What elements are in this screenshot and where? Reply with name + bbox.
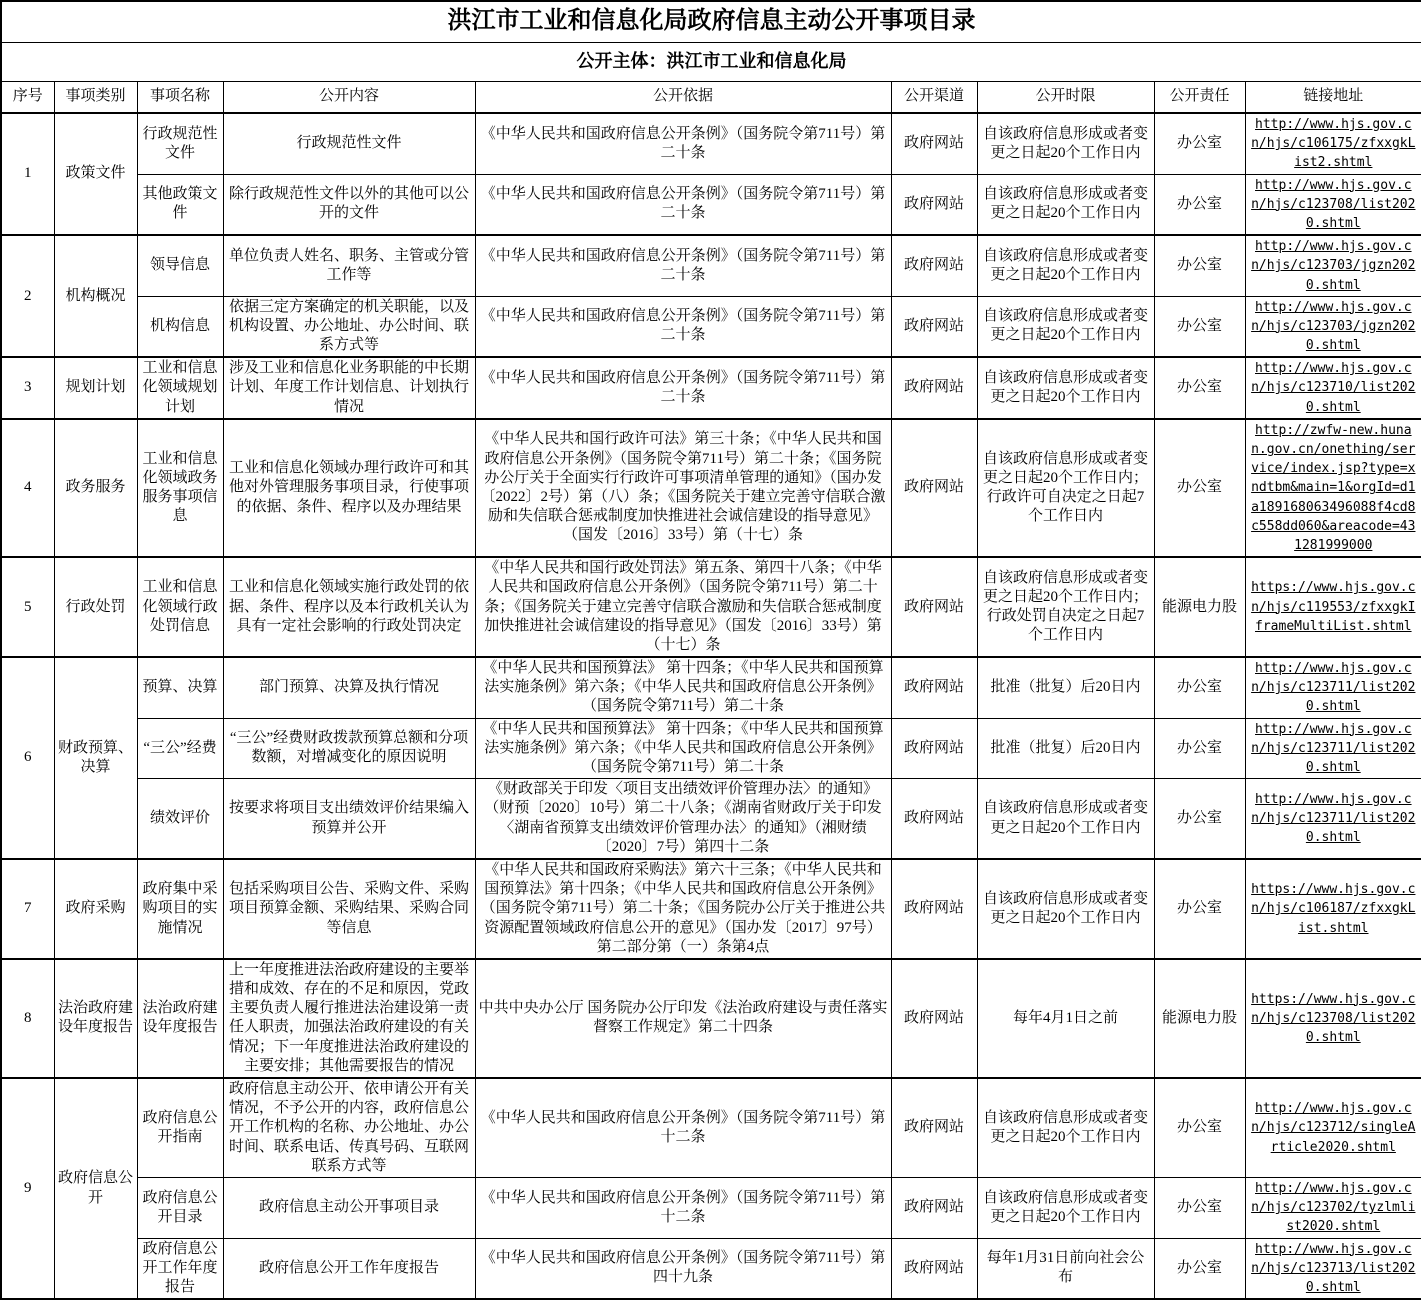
cell-content: 上一年度推进法治政府建设的主要举措和成效、存在的不足和原因，党政主要负责人履行推进法治建设第一责任人职责，加强法治政府建设的有关情况；下一年度推进法治政府建设的主要安排；其他需要报告的情况 — [223, 959, 475, 1078]
cell-basis: 《中华人民共和国政府信息公开条例》（国务院令第711号）第二十条 — [475, 113, 891, 174]
col-header-content: 公开内容 — [223, 81, 475, 113]
table-row — [1, 657, 1421, 718]
col-header-link: 链接地址 — [1245, 81, 1421, 113]
cell-responsibility: 办公室 — [1154, 235, 1245, 296]
cell-link — [1245, 174, 1421, 235]
table-row — [1, 1238, 1421, 1299]
cell-basis: 《中华人民共和国行政处罚法》第五条、第四十八条；《中华人民共和国政府信息公开条例》（国务院令第711号）第二十条；《国务院关于建立完善守信联合激励和失信联合惩戒制度加快推进社会诚信建设的指导意见》（国发〔2016〕33号）第（十七）条 — [475, 557, 891, 657]
cell-link — [1245, 718, 1421, 779]
table-row — [1, 959, 1421, 1078]
cell-responsibility: 办公室 — [1154, 657, 1245, 718]
table-row — [1, 113, 1421, 174]
cell-channel: 政府网站 — [891, 1078, 977, 1177]
cell-link — [1245, 1177, 1421, 1238]
link-url[interactable]: http://www.hjs.gov.cn/hjs/c123702/tyzlmlist2020.shtml — [1251, 1180, 1416, 1235]
link-url[interactable]: https://www.hjs.gov.cn/hjs/c119553/zfxxgkIframeMultiList.shtml — [1251, 580, 1416, 634]
table-row — [1, 174, 1421, 235]
cell-name: 机构信息 — [137, 296, 223, 357]
cell-channel: 政府网站 — [891, 557, 977, 657]
cell-content: 包括采购项目公告、采购文件、采购项目预算金额、采购结果、采购合同等信息 — [223, 859, 475, 959]
cell-basis: 中共中央办公厅 国务院办公厅印发《法治政府建设与责任落实督察工作规定》第二十四条 — [475, 959, 891, 1078]
cell-basis: 《中华人民共和国预算法》 第十四条；《中华人民共和国预算法实施条例》第六条；《中华人民共和国政府信息公开条例》（国务院令第711号）第二十条 — [475, 657, 891, 718]
cell-responsibility: 办公室 — [1154, 1078, 1245, 1177]
cell-content: 工业和信息化领域实施行政处罚的依据、条件、程序以及本行政机关认为具有一定社会影响的行政处罚决定 — [223, 557, 475, 657]
link-url[interactable]: http://www.hjs.gov.cn/hjs/c123708/list2020.shtml — [1251, 177, 1416, 231]
cell-channel: 政府网站 — [891, 357, 977, 419]
cell-name: 政府信息公开指南 — [137, 1078, 223, 1177]
cell-name: 工业和信息化领域行政处罚信息 — [137, 557, 223, 657]
page-title: 洪江市工业和信息化局政府信息主动公开事项目录 — [1, 1, 1421, 42]
cell-channel: 政府网站 — [891, 657, 977, 718]
cell-link — [1245, 859, 1421, 959]
cell-link — [1245, 296, 1421, 357]
cell-basis: 《中华人民共和国政府信息公开条例》（国务院令第711号）第四十九条 — [475, 1238, 891, 1299]
cell-time-limit: 每年4月1日之前 — [977, 959, 1154, 1078]
cell-time-limit: 自该政府信息形成或者变更之日起20个工作日内；行政处罚自决定之日起7个工作日内 — [977, 557, 1154, 657]
cell-basis: 《中华人民共和国政府信息公开条例》（国务院令第711号）第二十条 — [475, 174, 891, 235]
cell-link — [1245, 1238, 1421, 1299]
cell-no: 7 — [1, 859, 54, 959]
cell-content: 除行政规范性文件以外的其他可以公开的文件 — [223, 174, 475, 235]
link-url[interactable]: http://www.hjs.gov.cn/hjs/c123710/list2020.shtml — [1251, 361, 1416, 415]
cell-content: 单位负责人姓名、职务、主管或分管工作等 — [223, 235, 475, 296]
cell-channel: 政府网站 — [891, 419, 977, 557]
cell-link — [1245, 235, 1421, 296]
col-header-basis: 公开依据 — [475, 81, 891, 113]
cell-name: 绩效评价 — [137, 779, 223, 859]
cell-basis: 《中华人民共和国预算法》 第十四条；《中华人民共和国预算法实施条例》第六条；《中华人民共和国政府信息公开条例》（国务院令第711号）第二十条 — [475, 718, 891, 779]
cell-content: 政府信息主动公开事项目录 — [223, 1177, 475, 1238]
cell-channel: 政府网站 — [891, 174, 977, 235]
cell-channel: 政府网站 — [891, 859, 977, 959]
cell-name: 政府集中采购项目的实施情况 — [137, 859, 223, 959]
col-header-channel: 公开渠道 — [891, 81, 977, 113]
cell-name: 工业和信息化领域政务服务事项信息 — [137, 419, 223, 557]
cell-time-limit: 自该政府信息形成或者变更之日起20个工作日内 — [977, 1078, 1154, 1177]
link-url[interactable]: https://www.hjs.gov.cn/hjs/c106187/zfxxgkList.shtml — [1251, 882, 1416, 936]
cell-time-limit: 自该政府信息形成或者变更之日起20个工作日内 — [977, 357, 1154, 419]
cell-name: 预算、决算 — [137, 657, 223, 718]
table-row — [1, 296, 1421, 357]
subtitle-row — [1, 42, 1421, 81]
cell-time-limit: 批准（批复）后20日内 — [977, 657, 1154, 718]
table-row — [1, 779, 1421, 859]
cell-responsibility: 办公室 — [1154, 296, 1245, 357]
cell-content: 政府信息主动公开、依申请公开有关情况，不予公开的内容，政府信息公开工作机构的名称、办公地址、办公时间、联系电话、传真号码、互联网联系方式等 — [223, 1078, 475, 1177]
table-row — [1, 235, 1421, 296]
col-header-no: 序号 — [1, 81, 54, 113]
cell-channel: 政府网站 — [891, 235, 977, 296]
cell-time-limit: 自该政府信息形成或者变更之日起20个工作日内 — [977, 296, 1154, 357]
col-header-name: 事项名称 — [137, 81, 223, 113]
link-url[interactable]: http://zwfw-new.hunan.gov.cn/onething/service/index.jsp?type=xndtbm&main=1&orgId=d1a189168063496088f4cd8c558dd060&areacode=431281999000 — [1251, 422, 1416, 553]
cell-category: 政策文件 — [54, 113, 137, 235]
cell-responsibility: 办公室 — [1154, 1177, 1245, 1238]
cell-link — [1245, 357, 1421, 419]
cell-channel: 政府网站 — [891, 959, 977, 1078]
cell-responsibility: 办公室 — [1154, 718, 1245, 779]
cell-content: 依据三定方案确定的机关职能，以及机构设置、办公地址、办公时间、联系方式等 — [223, 296, 475, 357]
cell-category: 财政预算、决算 — [54, 657, 137, 859]
cell-time-limit: 自该政府信息形成或者变更之日起20个工作日内 — [977, 235, 1154, 296]
table-row — [1, 557, 1421, 657]
cell-responsibility: 办公室 — [1154, 174, 1245, 235]
cell-channel: 政府网站 — [891, 779, 977, 859]
cell-category: 法治政府建设年度报告 — [54, 959, 137, 1078]
cell-responsibility: 能源电力股 — [1154, 959, 1245, 1078]
cell-name: “三公”经费 — [137, 718, 223, 779]
header-row — [1, 81, 1421, 113]
cell-no: 3 — [1, 357, 54, 419]
cell-name: 其他政策文件 — [137, 174, 223, 235]
link-url[interactable]: http://www.hjs.gov.cn/hjs/c123712/singleArticle2020.shtml — [1251, 1101, 1416, 1155]
cell-channel: 政府网站 — [891, 718, 977, 779]
col-header-time-limit: 公开时限 — [977, 81, 1154, 113]
cell-link — [1245, 113, 1421, 174]
cell-channel: 政府网站 — [891, 113, 977, 174]
cell-responsibility: 办公室 — [1154, 419, 1245, 557]
cell-name: 工业和信息化领域规划计划 — [137, 357, 223, 419]
cell-content: 涉及工业和信息化业务职能的中长期计划、年度工作计划信息、计划执行情况 — [223, 357, 475, 419]
cell-channel: 政府网站 — [891, 296, 977, 357]
link-url[interactable]: http://www.hjs.gov.cn/hjs/c123711/list2020.shtml — [1251, 661, 1416, 715]
cell-channel: 政府网站 — [891, 1177, 977, 1238]
cell-no: 4 — [1, 419, 54, 557]
cell-category: 机构概况 — [54, 235, 137, 357]
link-url[interactable]: http://www.hjs.gov.cn/hjs/c106175/zfxxgkList2.shtml — [1251, 117, 1416, 171]
cell-responsibility: 办公室 — [1154, 357, 1245, 419]
cell-name: 政府信息公开目录 — [137, 1177, 223, 1238]
col-header-responsibility: 公开责任 — [1154, 81, 1245, 113]
cell-content: 工业和信息化领域办理行政许可和其他对外管理服务事项目录，行使事项的依据、条件、程序以及办理结果 — [223, 419, 475, 557]
cell-basis: 《中华人民共和国行政许可法》第三十条；《中华人民共和国政府信息公开条例》（国务院令第711号）第二十条；《国务院办公厅关于全面实行行政许可事项清单管理的通知》（国办发〔2022〕2号）第（八）条；《国务院关于建立完善守信联合激励和失信联合惩戒制度加快推进社会诚信建设的指导意见》（国发〔2016〕33号）第（十七）条 — [475, 419, 891, 557]
link-url[interactable]: http://www.hjs.gov.cn/hjs/c123711/list2020.shtml — [1251, 791, 1416, 846]
cell-content: 按要求将项目支出绩效评价结果编入预算并公开 — [223, 779, 475, 859]
link-url[interactable]: http://www.hjs.gov.cn/hjs/c123703/jgzn2020.shtml — [1251, 299, 1416, 354]
cell-basis: 《中华人民共和国政府信息公开条例》（国务院令第711号）第二十条 — [475, 235, 891, 296]
col-header-category: 事项类别 — [54, 81, 137, 113]
cell-content: “三公”经费财政拨款预算总额和分项数额，对增减变化的原因说明 — [223, 718, 475, 779]
cell-content: 政府信息公开工作年度报告 — [223, 1238, 475, 1299]
table-row — [1, 419, 1421, 557]
table-row — [1, 859, 1421, 959]
cell-time-limit: 批准（批复）后20日内 — [977, 718, 1154, 779]
cell-name: 法治政府建设年度报告 — [137, 959, 223, 1078]
cell-basis: 《中华人民共和国政府信息公开条例》（国务院令第711号）第二十条 — [475, 357, 891, 419]
cell-link — [1245, 959, 1421, 1078]
cell-time-limit: 自该政府信息形成或者变更之日起20个工作日内 — [977, 779, 1154, 859]
cell-responsibility: 能源电力股 — [1154, 557, 1245, 657]
cell-no: 5 — [1, 557, 54, 657]
cell-time-limit: 自该政府信息形成或者变更之日起20个工作日内 — [977, 1177, 1154, 1238]
cell-responsibility: 办公室 — [1154, 859, 1245, 959]
link-url[interactable]: http://www.hjs.gov.cn/hjs/c123711/list2020.shtml — [1251, 721, 1416, 775]
cell-link — [1245, 657, 1421, 718]
cell-time-limit: 每年1月31日前向社会公布 — [977, 1238, 1154, 1299]
title-row — [1, 1, 1421, 42]
link-url[interactable]: http://www.hjs.gov.cn/hjs/c123713/list2020.shtml — [1251, 1241, 1416, 1295]
cell-no: 6 — [1, 657, 54, 859]
cell-name: 行政规范性文件 — [137, 113, 223, 174]
link-url[interactable]: https://www.hjs.gov.cn/hjs/c123708/list2020.shtml — [1251, 991, 1416, 1046]
cell-responsibility: 办公室 — [1154, 113, 1245, 174]
cell-responsibility: 办公室 — [1154, 1238, 1245, 1299]
table-row — [1, 357, 1421, 419]
disclosure-subject: 公开主体：洪江市工业和信息化局 — [1, 42, 1421, 81]
cell-link — [1245, 1078, 1421, 1177]
cell-time-limit: 自该政府信息形成或者变更之日起20个工作日内 — [977, 859, 1154, 959]
cell-no: 9 — [1, 1078, 54, 1299]
cell-basis: 《中华人民共和国政府信息公开条例》（国务院令第711号）第十二条 — [475, 1078, 891, 1177]
cell-channel: 政府网站 — [891, 1238, 977, 1299]
cell-no: 2 — [1, 235, 54, 357]
cell-category: 行政处罚 — [54, 557, 137, 657]
cell-link — [1245, 419, 1421, 557]
link-url[interactable]: http://www.hjs.gov.cn/hjs/c123703/jgzn2020.shtml — [1251, 239, 1416, 293]
cell-category: 政务服务 — [54, 419, 137, 557]
cell-basis: 《中华人民共和国政府采购法》第六十三条；《中华人民共和国预算法》第十四条；《中华人民共和国政府信息公开条例》（国务院令第711号）第二十条；《国务院办公厅关于推进公共资源配置领域政府信息公开的意见》（国办发〔2017〕97号）第二部分第（一）条第4点 — [475, 859, 891, 959]
cell-link — [1245, 779, 1421, 859]
cell-basis: 《财政部关于印发〈项目支出绩效评价管理办法〉的通知》（财预〔2020〕10号）第二十八条；《湖南省财政厅关于印发〈湖南省预算支出绩效评价管理办法〉的通知》（湘财绩〔2020〕7号）第四十二条 — [475, 779, 891, 859]
cell-no: 8 — [1, 959, 54, 1078]
cell-basis: 《中华人民共和国政府信息公开条例》（国务院令第711号）第二十条 — [475, 296, 891, 357]
table-row — [1, 1177, 1421, 1238]
cell-category: 规划计划 — [54, 357, 137, 419]
cell-time-limit: 自该政府信息形成或者变更之日起20个工作日内 — [977, 174, 1154, 235]
cell-time-limit: 自该政府信息形成或者变更之日起20个工作日内；行政许可自决定之日起7个工作日内 — [977, 419, 1154, 557]
table-row — [1, 1078, 1421, 1177]
cell-link — [1245, 557, 1421, 657]
cell-content: 行政规范性文件 — [223, 113, 475, 174]
table-row — [1, 718, 1421, 779]
cell-category: 政府信息公开 — [54, 1078, 137, 1299]
cell-basis: 《中华人民共和国政府信息公开条例》（国务院令第711号）第十二条 — [475, 1177, 891, 1238]
cell-responsibility: 办公室 — [1154, 779, 1245, 859]
cell-name: 领导信息 — [137, 235, 223, 296]
cell-name: 政府信息公开工作年度报告 — [137, 1238, 223, 1299]
cell-time-limit: 自该政府信息形成或者变更之日起20个工作日内 — [977, 113, 1154, 174]
cell-content: 部门预算、决算及执行情况 — [223, 657, 475, 718]
cell-category: 政府采购 — [54, 859, 137, 959]
cell-no: 1 — [1, 113, 54, 235]
